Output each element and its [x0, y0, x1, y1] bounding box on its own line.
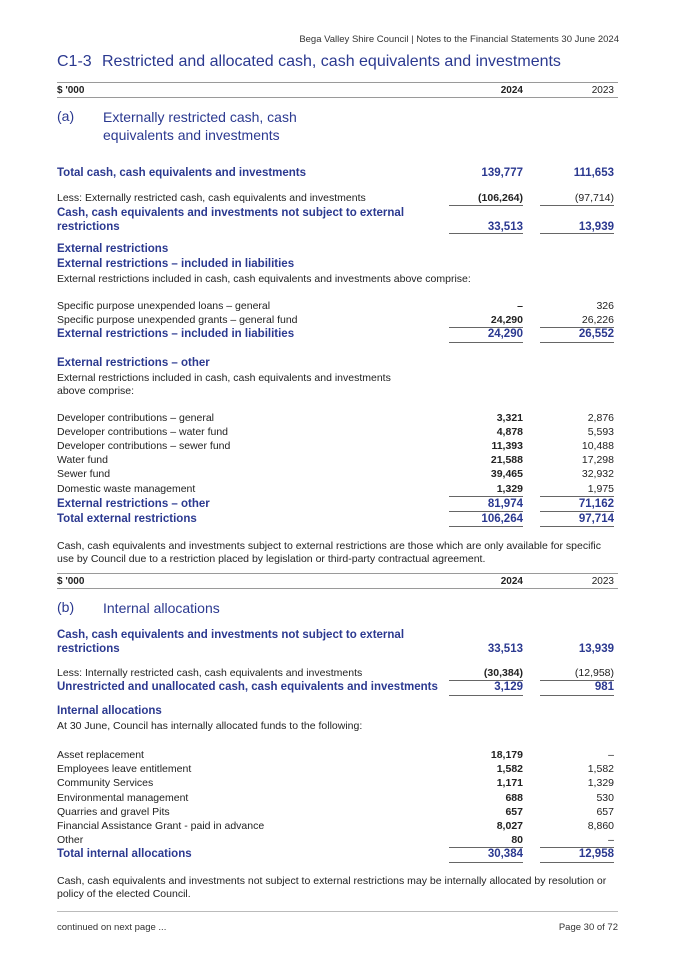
- value-2024: 139,777: [481, 167, 523, 179]
- underline: [540, 526, 614, 527]
- row-label: Water fund: [57, 454, 108, 466]
- page-title: [57, 53, 561, 71]
- subtotal-row: [57, 498, 618, 512]
- row-label-line: restrictions: [57, 643, 120, 655]
- note-number: C1-3: [57, 53, 92, 70]
- divider: [57, 82, 618, 83]
- underline: [540, 695, 614, 696]
- year-2023: 2023: [591, 85, 614, 96]
- section-heading: External restrictions – other: [57, 357, 210, 369]
- table-row: [57, 468, 618, 482]
- value-2024: 657: [505, 806, 523, 818]
- value-2023: 981: [594, 681, 614, 693]
- subtotal-row: [57, 628, 618, 658]
- table-row: [57, 667, 618, 681]
- value-2024: 3,129: [494, 681, 523, 693]
- table-row: [57, 192, 618, 206]
- value-2024: 1,329: [496, 483, 523, 495]
- value-2023: 32,932: [581, 468, 614, 480]
- table-row: [57, 314, 618, 328]
- value-2023: 326: [596, 300, 614, 312]
- subsection-title: Externally restricted cash, cash equivalents and investments: [103, 109, 297, 143]
- row-label: Less: Externally restricted cash, cash equivalents and investments: [57, 192, 366, 204]
- value-2023: 10,488: [581, 440, 614, 452]
- table-row: [57, 426, 618, 440]
- table-row: [57, 777, 618, 791]
- divider: [57, 97, 618, 98]
- divider: [57, 573, 618, 574]
- row-label: [57, 628, 404, 656]
- year-2024: 2024: [500, 85, 523, 96]
- table-row: [57, 412, 618, 426]
- row-label: Employees leave entitlement: [57, 763, 192, 775]
- value-2024: 1,582: [496, 763, 523, 775]
- value-2024: 81,974: [487, 498, 523, 510]
- value-2023: 17,298: [581, 454, 614, 466]
- value-2024: 30,384: [487, 848, 523, 860]
- value-2023: 1,975: [587, 483, 614, 495]
- row-label: Unrestricted and unallocated cash, cash equivalents and investments: [57, 681, 438, 693]
- section-heading: External restrictions: [57, 243, 169, 255]
- value-2023: 1,329: [587, 777, 614, 789]
- underline: [449, 862, 523, 863]
- row-label: [57, 206, 404, 234]
- intro-text: External restrictions included in cash, cash equivalents and investments above comprise:: [57, 273, 471, 285]
- subtotal-row: [57, 328, 618, 342]
- subtotal-row: [57, 681, 618, 695]
- underline: [540, 496, 614, 497]
- table-row: [57, 763, 618, 777]
- table-row: [57, 820, 618, 834]
- total-row: [57, 167, 618, 181]
- page-number: Page 30 of 72: [558, 922, 618, 933]
- value-2024: 24,290: [487, 328, 523, 340]
- value-2023: 12,958: [578, 848, 614, 860]
- value-2023: 26,552: [578, 328, 614, 340]
- value-2024: 33,513: [487, 221, 523, 233]
- underline: [449, 511, 523, 512]
- table-row: [57, 749, 618, 763]
- underline: [540, 862, 614, 863]
- row-label: Domestic waste management: [57, 483, 196, 495]
- year-2024: 2024: [500, 576, 523, 587]
- table-row: [57, 792, 618, 806]
- row-label: Financial Assistance Grant - paid in advance: [57, 820, 265, 832]
- subsection-letter: (b): [57, 599, 75, 615]
- value-2023: 530: [596, 792, 614, 804]
- row-label: Asset replacement: [57, 749, 144, 761]
- underline: [449, 695, 523, 696]
- row-label: Developer contributions – general: [57, 412, 215, 424]
- value-2024: (106,264): [478, 192, 523, 204]
- total-row: [57, 513, 618, 527]
- row-label: Developer contributions – sewer fund: [57, 440, 231, 452]
- footer-divider: [57, 911, 618, 912]
- value-2024: 8,027: [496, 820, 523, 832]
- value-2023: (97,714): [574, 192, 614, 204]
- underline: [449, 526, 523, 527]
- value-2023: 13,939: [578, 643, 614, 655]
- table-row: [57, 834, 618, 848]
- note-text: Cash, cash equivalents and investments not subject to external restrictions may be internally allocated by resolution or policy of the elected Council.: [57, 875, 607, 900]
- value-2024: 33,513: [487, 643, 523, 655]
- section-heading: External restrictions – included in liabilities: [57, 258, 295, 270]
- row-label: Total internal allocations: [57, 848, 192, 860]
- value-2024: –: [517, 300, 523, 312]
- row-label-line: restrictions: [57, 221, 120, 233]
- table-row: [57, 483, 618, 497]
- unit-label: $ '000: [57, 85, 85, 96]
- intro-text: External restrictions included in cash, cash equivalents and investments above comprise:: [57, 372, 391, 397]
- row-label: Total cash, cash equivalents and investments: [57, 167, 307, 179]
- year-2023: 2023: [591, 576, 614, 587]
- underline: [540, 233, 614, 234]
- continued-note: continued on next page ...: [57, 922, 167, 933]
- value-2024: 18,179: [490, 749, 523, 761]
- row-label: Community Services: [57, 777, 154, 789]
- value-2023: 71,162: [578, 498, 614, 510]
- underline: [449, 342, 523, 343]
- value-2023: 13,939: [578, 221, 614, 233]
- row-label: Total external restrictions: [57, 513, 197, 525]
- page-header: Bega Valley Shire Council | Notes to the Financial Statements 30 June 2024: [299, 34, 619, 45]
- value-2024: 1,171: [496, 777, 523, 789]
- total-row: [57, 848, 618, 862]
- row-label: Quarries and gravel Pits: [57, 806, 170, 818]
- value-2024: 80: [511, 834, 523, 846]
- row-label: Specific purpose unexpended loans – general: [57, 300, 271, 312]
- note-title: Restricted and allocated cash, cash equivalents and investments: [102, 53, 561, 70]
- value-2023: 97,714: [578, 513, 614, 525]
- value-2024: 4,878: [496, 426, 523, 438]
- value-2024: 3,321: [496, 412, 523, 424]
- row-label: Specific purpose unexpended grants – general fund: [57, 314, 298, 326]
- value-2024: 106,264: [481, 513, 523, 525]
- value-2023: –: [608, 834, 614, 846]
- value-2024: (30,384): [483, 667, 523, 679]
- row-label: External restrictions – included in liabilities: [57, 328, 295, 340]
- subtotal-row: [57, 206, 618, 236]
- value-2023: 5,593: [587, 426, 614, 438]
- row-label: Sewer fund: [57, 468, 111, 480]
- table-row: [57, 440, 618, 454]
- row-label: Other: [57, 834, 84, 846]
- row-label: Environmental management: [57, 792, 189, 804]
- intro-text: At 30 June, Council has internally allocated funds to the following:: [57, 720, 363, 732]
- subsection-letter: (a): [57, 108, 75, 124]
- value-2023: –: [608, 749, 614, 761]
- row-label: External restrictions – other: [57, 498, 210, 510]
- underline: [540, 342, 614, 343]
- value-2023: 111,653: [573, 167, 614, 179]
- subsection-title: Internal allocations: [103, 600, 220, 616]
- underline: [449, 233, 523, 234]
- value-2023: (12,958): [574, 667, 614, 679]
- table-row: [57, 300, 618, 314]
- underline: [540, 511, 614, 512]
- unit-label: $ '000: [57, 576, 85, 587]
- value-2023: 2,876: [587, 412, 614, 424]
- value-2024: 39,465: [490, 468, 523, 480]
- table-row: [57, 454, 618, 468]
- value-2024: 24,290: [490, 314, 523, 326]
- note-text: Cash, cash equivalents and investments subject to external restrictions are those which are only available for specific use by Council due to a restriction placed by legislation or third-party contractual agreement.: [57, 540, 601, 565]
- value-2024: 688: [505, 792, 523, 804]
- value-2024: 11,393: [491, 440, 523, 452]
- value-2024: 21,588: [490, 454, 523, 466]
- row-label: Less: Internally restricted cash, cash equivalents and investments: [57, 667, 363, 679]
- value-2023: 1,582: [587, 763, 614, 775]
- value-2023: 8,860: [587, 820, 614, 832]
- row-label-line: Cash, cash equivalents and investments not subject to external: [57, 629, 405, 641]
- section-heading: Internal allocations: [57, 705, 162, 717]
- underline: [449, 496, 523, 497]
- value-2023: 657: [596, 806, 614, 818]
- value-2023: 26,226: [581, 314, 614, 326]
- row-label: Developer contributions – water fund: [57, 426, 229, 438]
- table-row: [57, 806, 618, 820]
- row-label-line: Cash, cash equivalents and investments not subject to external: [57, 207, 405, 219]
- divider: [57, 588, 618, 589]
